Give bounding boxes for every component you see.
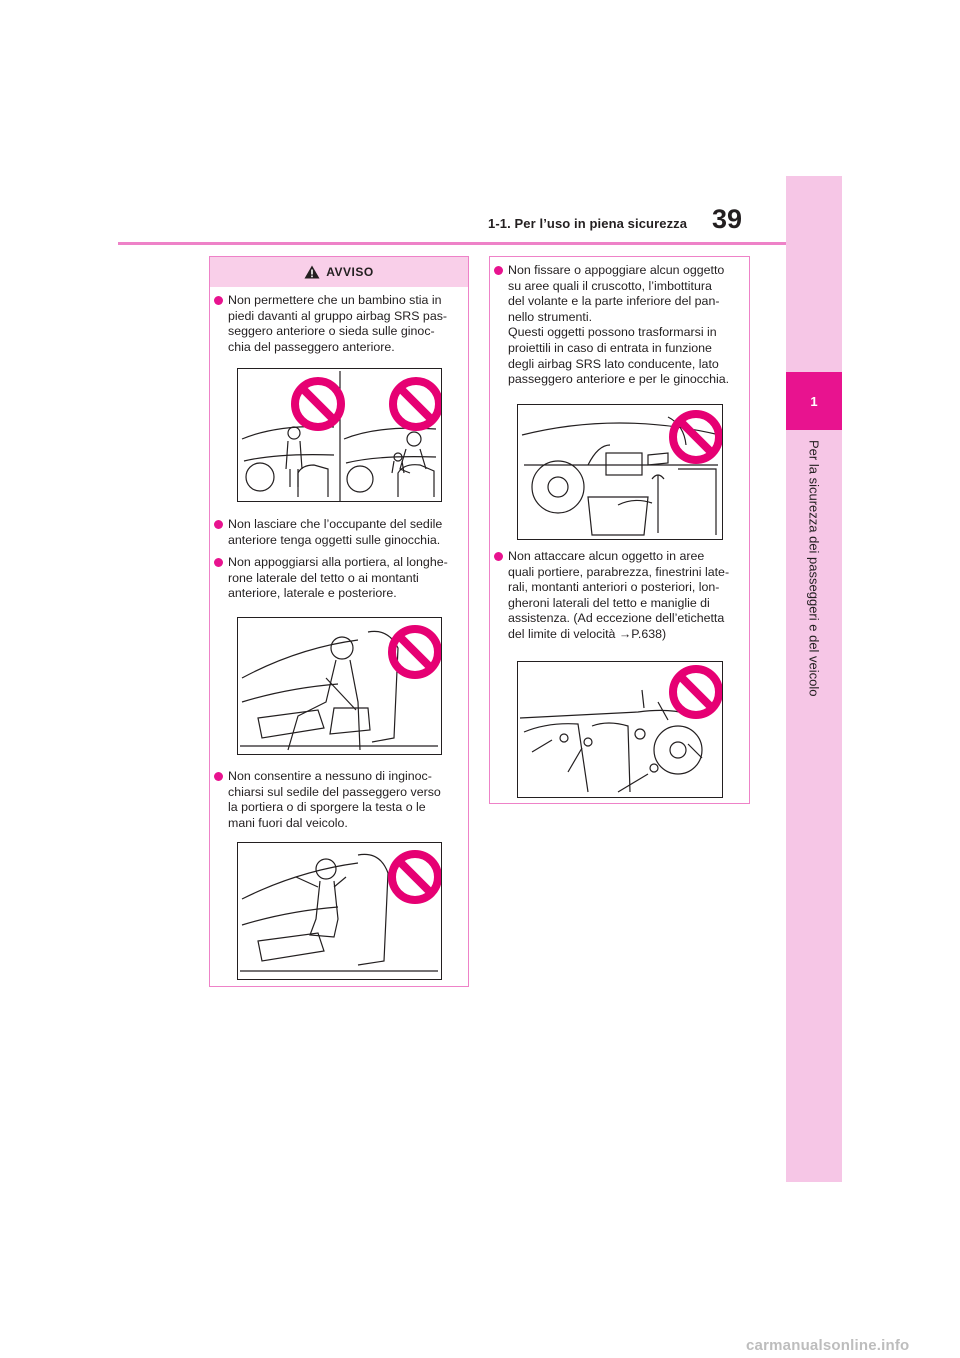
bullet-dot-icon <box>214 772 223 781</box>
illustration-objects-on-windows <box>517 661 723 798</box>
warning-bullet <box>508 263 748 388</box>
illustration-objects-on-dashboard <box>517 404 723 540</box>
warning-title: AVVISO <box>326 265 374 279</box>
watermark: carmanualsonline.info <box>746 1337 910 1354</box>
warning-triangle-icon <box>304 265 320 279</box>
bullet-dot-icon <box>214 558 223 567</box>
page-number: 39 <box>712 204 743 234</box>
bullet-dot-icon <box>494 552 503 561</box>
prohibition-icon <box>673 414 719 460</box>
chapter-side-tab <box>786 176 842 1182</box>
bullet-dot-icon <box>214 296 223 305</box>
bullet-dot-icon <box>214 520 223 529</box>
illustration-kneeling-on-seat <box>237 842 442 980</box>
bullet-text: Non consentire a nessuno di inginoc- chiarsi sul sedile del passeggero verso la portiera o di sporgere la testa o le mani fuori dal veicolo. <box>228 769 441 830</box>
bullet-text: Non lasciare che l’occupante del sedile anteriore tenga oggetti sulle ginocchia. <box>228 517 443 547</box>
prohibition-icon <box>673 669 719 715</box>
illustration-child-front-seat <box>237 368 442 502</box>
warning-title-bar <box>210 257 468 287</box>
warning-box-left <box>209 256 469 987</box>
chapter-label: Per la sicurezza dei passeggeri e del veicolo <box>806 440 822 697</box>
bullet-text: Non permettere che un bambino stia in piedi davanti al gruppo airbag SRS pas- seggero anteriore o sieda sulle ginoc- chia del passeggero anteriore. <box>228 293 448 354</box>
warning-bullet <box>228 555 468 602</box>
bullet-text: Non appoggiarsi alla portiera, al longhe- rone laterale del tetto o ai montanti anteriore, laterale e posteriore. <box>228 555 448 601</box>
illustration-leaning-on-door <box>237 617 442 755</box>
bullet-dot-icon <box>494 266 503 275</box>
prohibition-icon <box>393 381 439 427</box>
prohibition-icon <box>392 629 438 675</box>
bullet-text: Non fissare o appoggiare alcun oggetto su aree quali il cruscotto, l’imbottitura del volante e la parte inferiore del pan- nello strumenti. Questi oggetti possono trasformarsi in proiettili in caso di entrata in funzione degli airbag SRS lato conducente, lato passeggero anteriore e per le ginocchia. <box>508 263 730 387</box>
warning-bullet <box>508 549 748 643</box>
prohibition-icon <box>392 854 438 900</box>
warning-bullet <box>228 517 468 548</box>
chapter-label-wrap <box>790 440 838 980</box>
prohibition-icon <box>295 381 341 427</box>
chapter-number: 1 <box>786 372 842 430</box>
warning-bullet <box>228 293 468 355</box>
warning-box-right <box>489 256 750 804</box>
bullet-text: Non attaccare alcun oggetto in aree quali portiere, parabrezza, finestrini late- rali, montanti anteriori o posteriori, lon- gheroni laterali del tetto e maniglie di assistenza. (Ad eccezione dell’etichetta del limite di velocità →P.638) <box>508 549 730 641</box>
header-rule <box>118 242 786 245</box>
section-title: 1-1. Per l’uso in piena sicurezza <box>488 216 688 231</box>
warning-bullet <box>228 769 468 831</box>
